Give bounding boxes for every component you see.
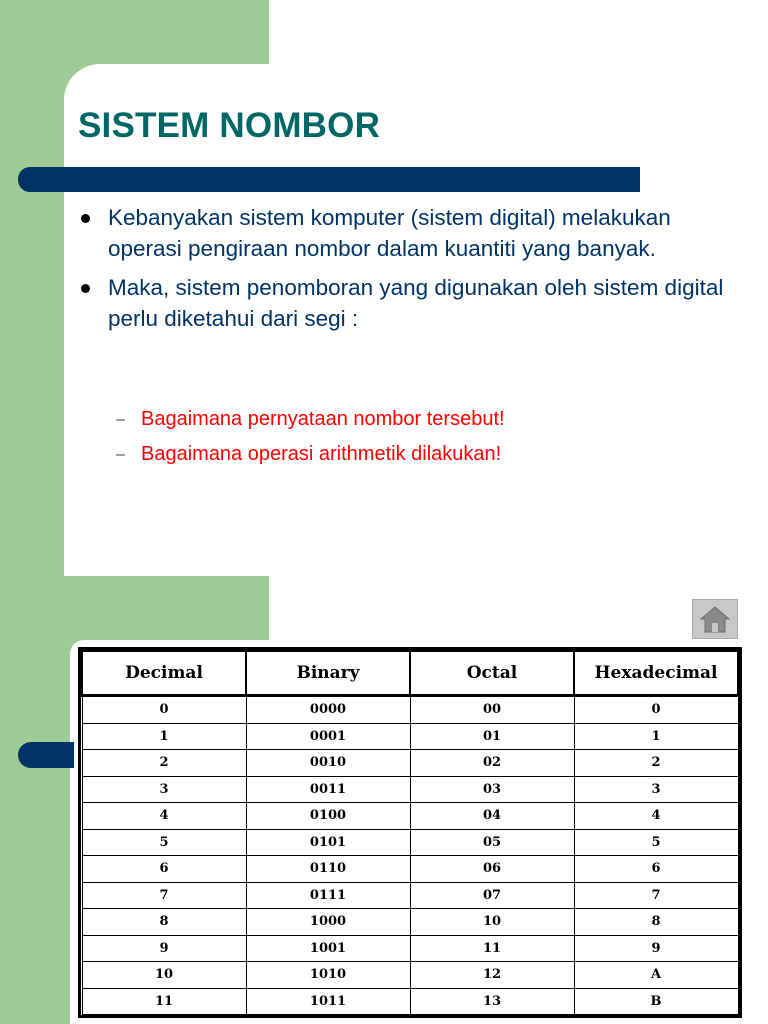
hex-cell: 8 <box>574 909 738 936</box>
hex-cell: 6 <box>574 856 738 883</box>
octal-cell: 01 <box>410 723 574 750</box>
title-accent-bar <box>18 167 640 192</box>
binary-cell: 0101 <box>246 829 410 856</box>
bullet-item <box>78 202 728 264</box>
bullet-dot-icon <box>81 284 90 293</box>
binary-cell: 0010 <box>246 750 410 777</box>
octal-cell: 06 <box>410 856 574 883</box>
decimal-cell: 8 <box>82 909 246 936</box>
decimal-cell: 7 <box>82 882 246 909</box>
decimal-cell: 2 <box>82 750 246 777</box>
table-row <box>82 935 738 962</box>
binary-cell: 1001 <box>246 935 410 962</box>
binary-cell: 0100 <box>246 803 410 830</box>
hex-cell: 5 <box>574 829 738 856</box>
hex-cell: 1 <box>574 723 738 750</box>
binary-cell: 1011 <box>246 988 410 1015</box>
sub-bullet-text: Bagaimana pernyataan nombor tersebut! <box>141 408 505 430</box>
bullet-list <box>78 202 728 342</box>
octal-cell: 05 <box>410 829 574 856</box>
slide-title: SISTEM NOMBOR <box>78 106 381 145</box>
octal-cell: 04 <box>410 803 574 830</box>
hex-cell: 0 <box>574 696 738 724</box>
bullet-item <box>78 272 728 334</box>
table-row <box>82 988 738 1015</box>
column-header-hexadecimal: Hexadecimal <box>574 651 738 696</box>
decimal-cell: 0 <box>82 696 246 724</box>
table-row <box>82 750 738 777</box>
sub-bullet-item <box>116 437 505 472</box>
binary-cell: 0000 <box>246 696 410 724</box>
sub-bullet-list <box>116 402 505 472</box>
table-row <box>82 723 738 750</box>
table-row <box>82 909 738 936</box>
home-button[interactable] <box>692 599 738 639</box>
octal-cell: 12 <box>410 962 574 989</box>
table-header-row <box>82 651 738 696</box>
octal-cell: 13 <box>410 988 574 1015</box>
sub-bullet-item <box>116 402 505 437</box>
decimal-cell: 9 <box>82 935 246 962</box>
hex-cell: A <box>574 962 738 989</box>
column-header-decimal: Decimal <box>82 651 246 696</box>
sub-bullet-text: Bagaimana operasi arithmetik dilakukan! <box>141 443 502 465</box>
dash-marker: – <box>116 446 125 463</box>
bullet-text: Maka, sistem penomboran yang digunakan oleh sistem digital perlu diketahui dari segi : <box>108 275 724 331</box>
decimal-cell: 11 <box>82 988 246 1015</box>
dash-marker: – <box>116 411 125 428</box>
decimal-cell: 1 <box>82 723 246 750</box>
binary-cell: 0011 <box>246 776 410 803</box>
hex-cell: 7 <box>574 882 738 909</box>
table-row <box>82 882 738 909</box>
home-icon <box>699 604 731 634</box>
octal-cell: 07 <box>410 882 574 909</box>
decimal-cell: 10 <box>82 962 246 989</box>
binary-cell: 0111 <box>246 882 410 909</box>
table-row <box>82 856 738 883</box>
octal-cell: 11 <box>410 935 574 962</box>
hex-cell: 3 <box>574 776 738 803</box>
hex-cell: B <box>574 988 738 1015</box>
octal-cell: 02 <box>410 750 574 777</box>
bullet-text: Kebanyakan sistem komputer (sistem digital) melakukan operasi pengiraan nombor dalam kuantiti yang banyak. <box>108 205 671 261</box>
table-row <box>82 962 738 989</box>
table-row <box>82 776 738 803</box>
lower-accent-bar <box>18 742 74 768</box>
column-header-binary: Binary <box>246 651 410 696</box>
binary-cell: 0001 <box>246 723 410 750</box>
decimal-cell: 4 <box>82 803 246 830</box>
hex-cell: 4 <box>574 803 738 830</box>
binary-cell: 1010 <box>246 962 410 989</box>
octal-cell: 03 <box>410 776 574 803</box>
bullet-dot-icon <box>81 214 90 223</box>
decimal-cell: 3 <box>82 776 246 803</box>
binary-cell: 1000 <box>246 909 410 936</box>
octal-cell: 00 <box>410 696 574 724</box>
table-row <box>82 803 738 830</box>
hex-cell: 2 <box>574 750 738 777</box>
decimal-cell: 6 <box>82 856 246 883</box>
table-row <box>82 696 738 724</box>
column-header-octal: Octal <box>410 651 574 696</box>
binary-cell: 0110 <box>246 856 410 883</box>
number-system-table <box>78 647 742 1018</box>
hex-cell: 9 <box>574 935 738 962</box>
table-row <box>82 829 738 856</box>
decimal-cell: 5 <box>82 829 246 856</box>
octal-cell: 10 <box>410 909 574 936</box>
